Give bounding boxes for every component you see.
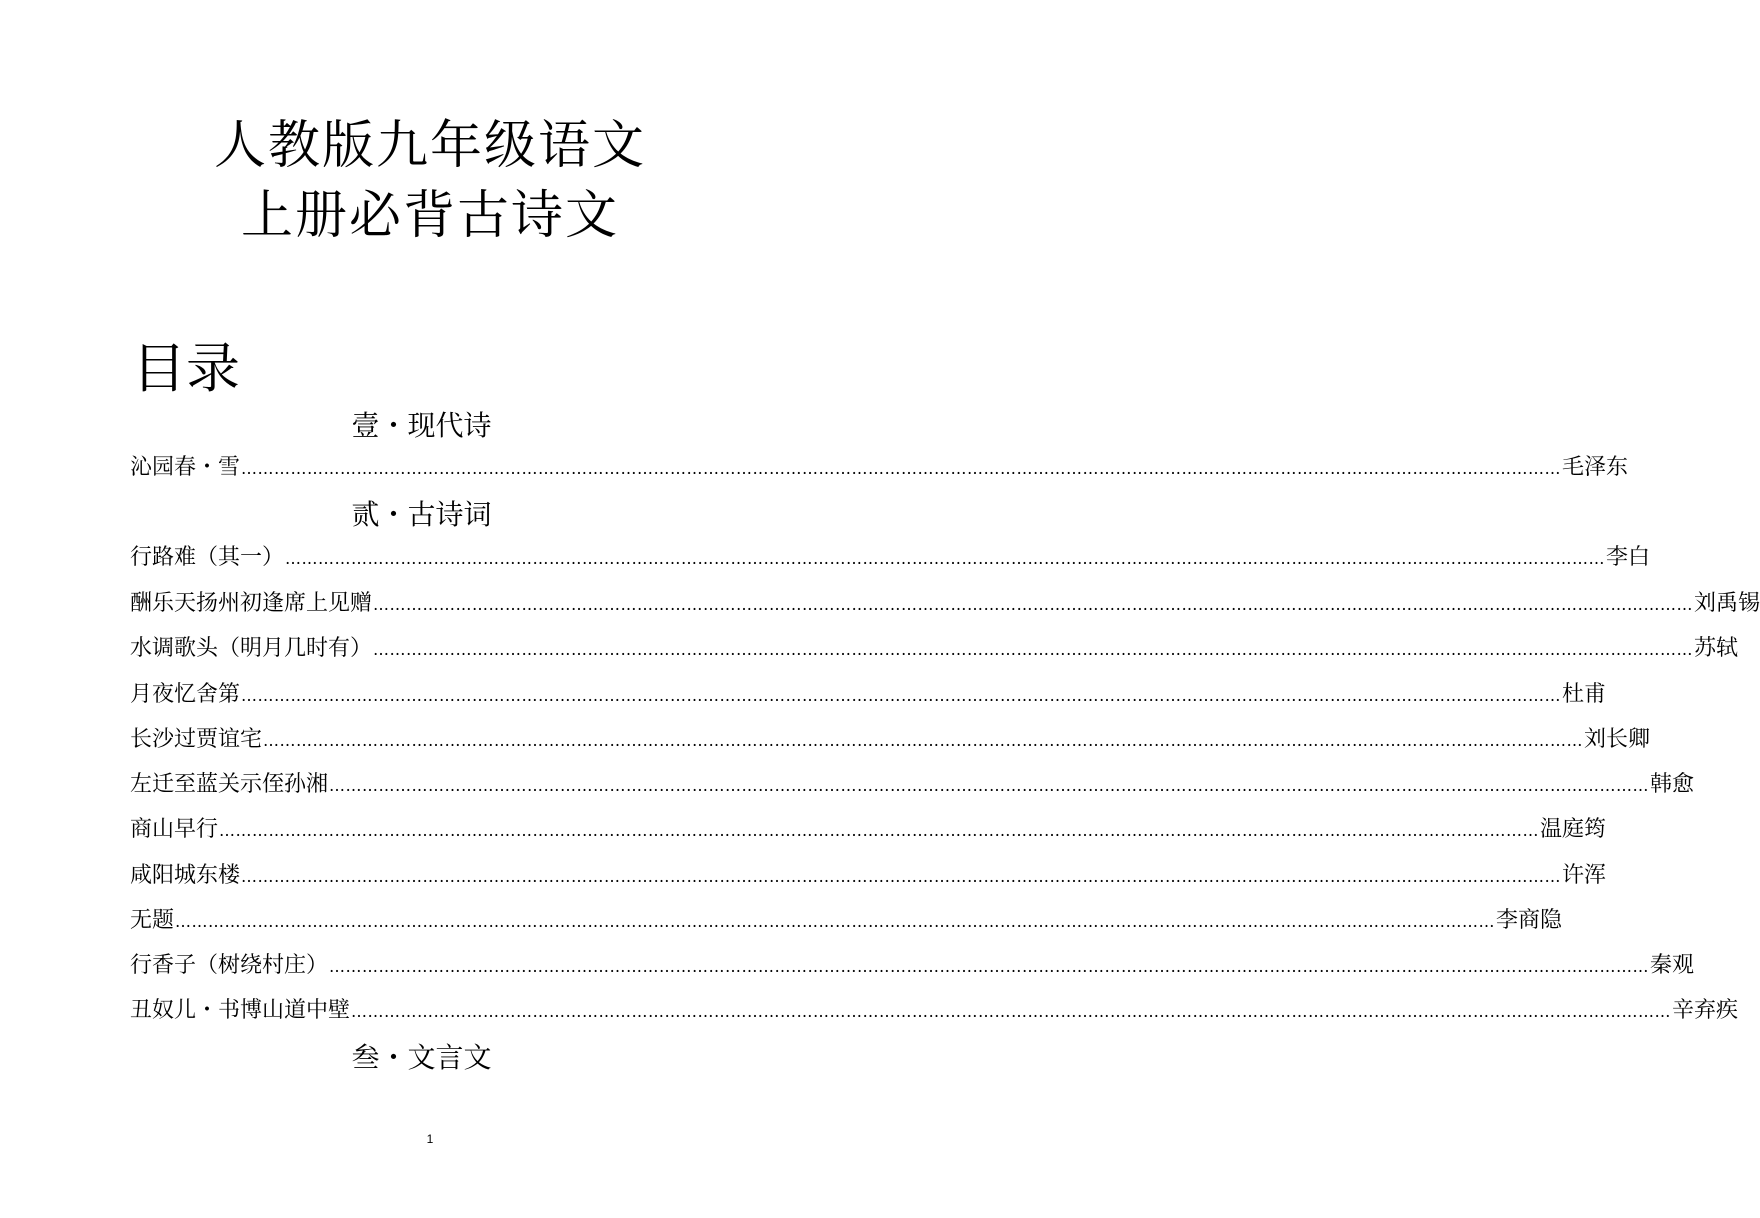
dot-leader: ……………………………………………………………………………………………………………………………………………………………………………………………………………………: [241, 686, 1562, 705]
toc-entry: [130, 815, 1607, 846]
toc-entry: [130, 951, 1695, 982]
entry-title: 月夜忆舍第: [130, 682, 241, 707]
toc-entry: [130, 770, 1695, 801]
dot-leader: ……………………………………………………………………………………………………………………………………………………………………………………………………………………: [241, 867, 1562, 886]
document-title-line-1: 人教版九年级语文: [213, 116, 646, 176]
dot-leader: ……………………………………………………………………………………………………………………………………………………………………………………………………………………: [329, 957, 1650, 976]
entry-author: 许浑: [1562, 863, 1607, 888]
toc-entry: [130, 725, 1651, 756]
toc-entry: [130, 634, 1739, 665]
dot-leader: ……………………………………………………………………………………………………………………………………………………………………………………………………………………: [263, 731, 1584, 750]
dot-leader: ……………………………………………………………………………………………………………………………………………………………………………………………………………………: [219, 821, 1540, 840]
entry-title: 长沙过贾谊宅: [130, 727, 263, 752]
entry-title: 沁园春・雪: [130, 455, 241, 480]
entry-title: 行路难（其一）: [130, 545, 285, 570]
entry-title: 酬乐天扬州初逢席上见赠: [130, 591, 373, 616]
entry-author: 苏轼: [1694, 636, 1739, 661]
entry-author: 刘禹锡: [1694, 591, 1760, 616]
entry-author: 韩愈: [1650, 772, 1695, 797]
section-title-classical-prose: 叁・文言文: [351, 1041, 492, 1074]
toc-entry: [130, 543, 1651, 574]
dot-leader: ……………………………………………………………………………………………………………………………………………………………………………………………………………………: [373, 640, 1694, 659]
dot-leader: ……………………………………………………………………………………………………………………………………………………………………………………………………………………: [351, 1002, 1672, 1021]
entry-title: 左迁至蓝关示侄孙湘: [130, 772, 329, 797]
entry-author: 辛弃疾: [1672, 998, 1739, 1023]
entry-author: 秦观: [1650, 953, 1695, 978]
toc-entry: [130, 996, 1739, 1027]
entry-author: 李商隐: [1496, 908, 1563, 933]
entry-title: 咸阳城东楼: [130, 863, 241, 888]
toc-entry: [130, 680, 1607, 711]
dot-leader: ……………………………………………………………………………………………………………………………………………………………………………………………………………………: [373, 595, 1694, 614]
toc-entry: [130, 861, 1607, 892]
entry-author: 刘长卿: [1584, 727, 1651, 752]
toc-entry: [130, 453, 1629, 484]
page-number: 1: [426, 1132, 434, 1146]
dot-leader: ……………………………………………………………………………………………………………………………………………………………………………………………………………………: [329, 776, 1650, 795]
entry-title: 无题: [130, 908, 175, 933]
entry-title: 商山早行: [130, 817, 219, 842]
entry-author: 温庭筠: [1540, 817, 1607, 842]
document-title-line-2: 上册必背古诗文: [240, 186, 619, 246]
entry-author: 李白: [1606, 545, 1651, 570]
toc-entry: [130, 589, 1760, 620]
toc-entry: [130, 906, 1563, 937]
entry-author: 杜甫: [1562, 682, 1607, 707]
dot-leader: ……………………………………………………………………………………………………………………………………………………………………………………………………………………: [175, 912, 1496, 931]
entry-title: 水调歌头（明月几时有）: [130, 636, 373, 661]
section-title-classical-poetry: 贰・古诗词: [351, 498, 492, 531]
section-title-modern-poetry: 壹・现代诗: [351, 409, 492, 442]
dot-leader: ……………………………………………………………………………………………………………………………………………………………………………………………………………………: [285, 549, 1606, 568]
entry-title: 丑奴儿・书博山道中壁: [130, 998, 351, 1023]
dot-leader: ……………………………………………………………………………………………………………………………………………………………………………………………………………………: [241, 459, 1562, 478]
toc-heading: 目录: [132, 337, 240, 400]
entry-title: 行香子（树绕村庄）: [130, 953, 329, 978]
entry-author: 毛泽东: [1562, 455, 1629, 480]
